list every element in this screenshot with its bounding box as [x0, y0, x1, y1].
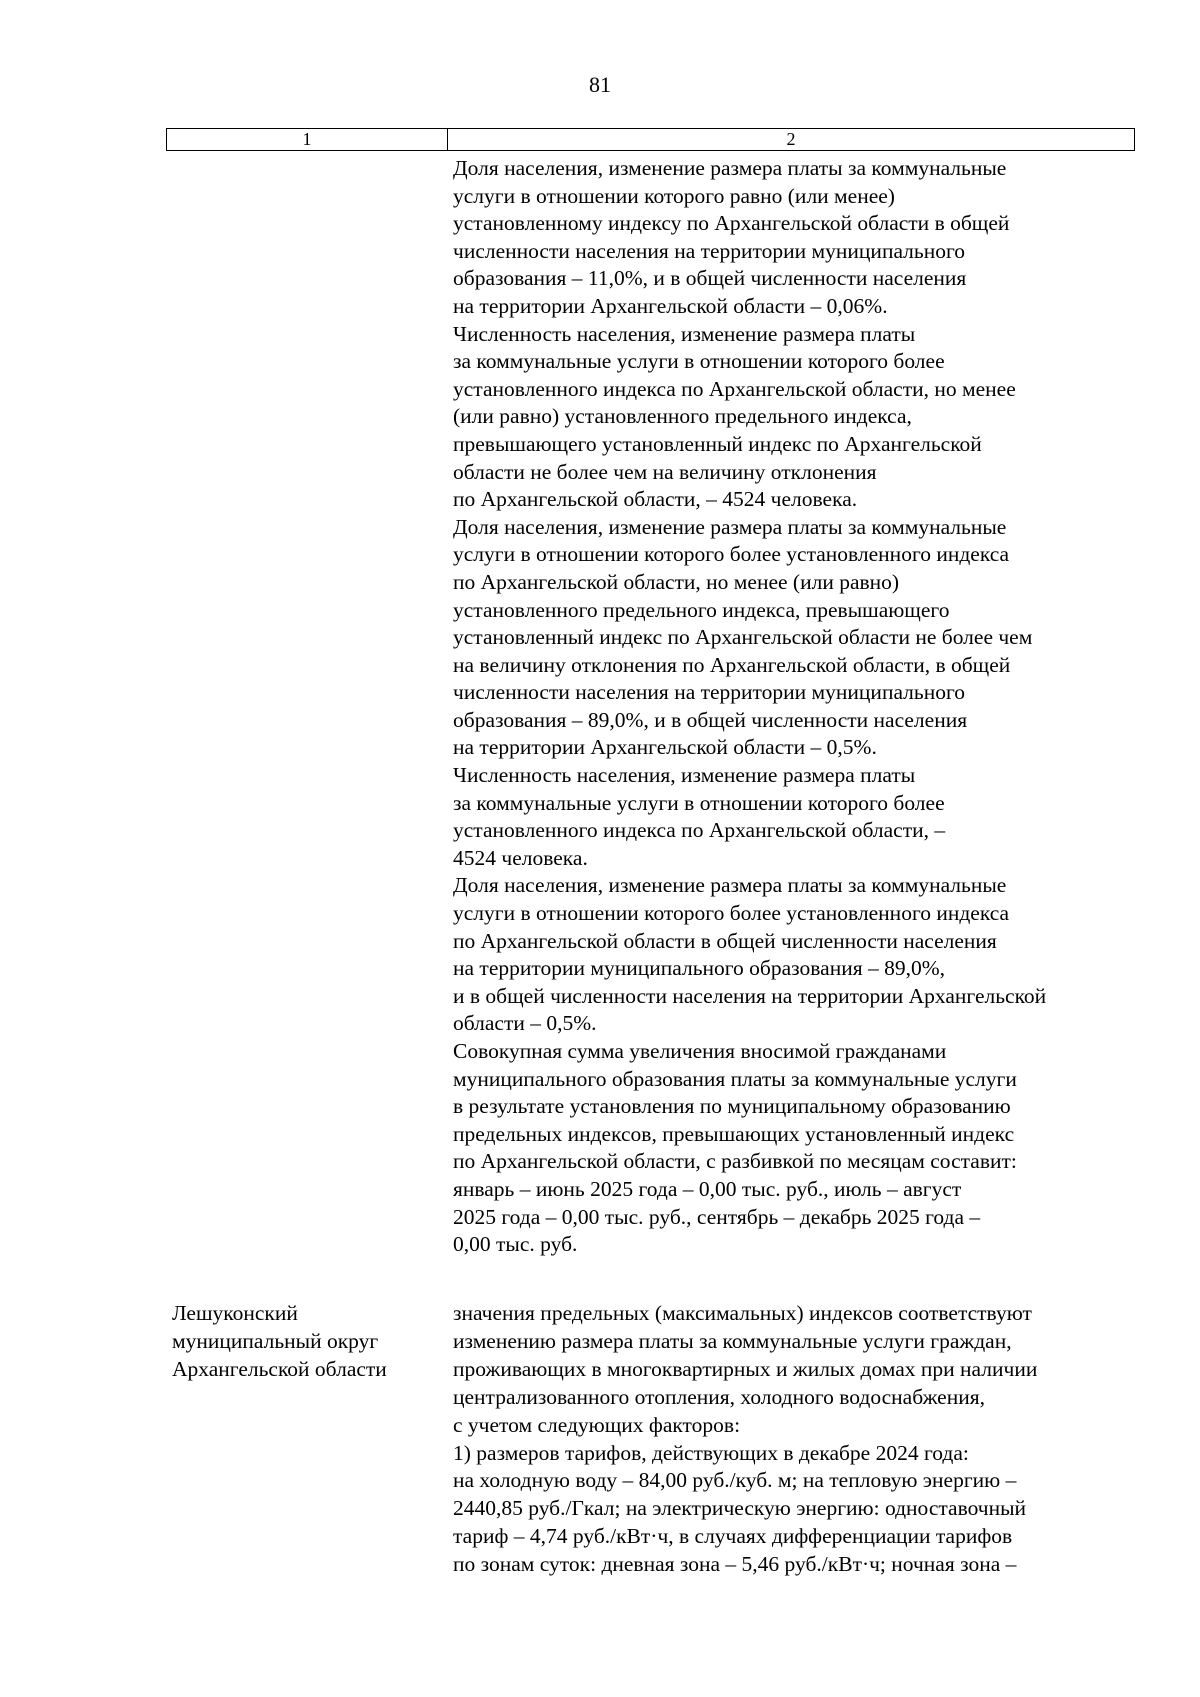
- description-text-line: области не более чем на величину отклонения: [453, 459, 877, 484]
- description-text-line: Доля населения, изменение размера платы за коммунальные: [453, 156, 1007, 180]
- description-text-line: и в общей численности населения на территории Архангельской: [453, 983, 1047, 1008]
- municipality-name-line: Архангельской области: [172, 1356, 387, 1381]
- description-text-line: Численность населения, изменение размера платы: [453, 763, 916, 788]
- description-text-line: на территории Архангельской области – 0,5%.: [453, 735, 877, 760]
- description-text-line: 1) размеров тарифов, действующих в декабре 2024 года:: [453, 1440, 969, 1465]
- description-text-line: по Архангельской области, с разбивкой по месяцам составит:: [453, 1149, 1017, 1174]
- description-text-line: значения предельных (максимальных) индексов соответствуют: [453, 1301, 1032, 1325]
- table-header-row: [166, 128, 1135, 151]
- page-number: 81: [589, 72, 611, 97]
- table-header-col-2: 2: [786, 129, 796, 149]
- municipality-name-line: муниципальный округ: [172, 1328, 379, 1353]
- description-text-line: установленному индексу по Архангельской области в общей: [453, 211, 1010, 236]
- table-row: [166, 1300, 1135, 1579]
- description-text-line: тариф – 4,74 руб./кВт·ч, в случаях дифференциации тарифов: [453, 1524, 1013, 1549]
- description-text-line: 0,00 тыс. руб.: [453, 1232, 578, 1257]
- description-text-line: Доля населения, изменение размера платы за коммунальные: [453, 514, 1007, 539]
- description-text-line: проживающих в многоквартирных и жилых домах при наличии: [453, 1356, 1038, 1381]
- description-text-line: изменению размера платы за коммунальные услуги граждан,: [453, 1328, 1012, 1353]
- description-text-line: образования – 11,0%, и в общей численности населения: [453, 266, 967, 291]
- description-text-line: по зонам суток: дневная зона – 5,46 руб./кВт·ч; ночная зона –: [453, 1552, 1017, 1577]
- description-text-line: по Архангельской области, но менее (или равно): [453, 569, 900, 594]
- description-text-line: (или равно) установленного предельного индекса,: [453, 404, 912, 429]
- description-text-line: в результате установления по муниципальному образованию: [453, 1094, 1011, 1119]
- description-text-line: по Архангельской области в общей численности населения: [453, 928, 997, 953]
- row-description-cell: [166, 155, 1135, 1259]
- description-text-line: установленного предельного индекса, превышающего: [453, 597, 950, 622]
- description-text-line: установленного индекса по Архангельской области, но менее: [453, 376, 1016, 401]
- description-text-line: численности населения на территории муниципального: [453, 238, 966, 263]
- description-text-line: услуги в отношении которого более установленного индекса: [453, 542, 1010, 567]
- description-text-line: образования – 89,0%, и в общей численности населения: [453, 707, 968, 732]
- description-text-line: предельных индексов, превышающих установленный индекс: [453, 1121, 1015, 1146]
- description-text-line: на величину отклонения по Архангельской области, в общей: [453, 652, 1011, 677]
- description-text-line: Численность населения, изменение размера платы: [453, 321, 916, 346]
- description-text-line: на холодную воду – 84,00 руб./куб. м; на тепловую энергию –: [453, 1468, 1017, 1493]
- description-text-line: муниципального образования платы за коммунальные услуги: [453, 1066, 1017, 1091]
- description-text-line: 2440,85 руб./Гкал; на электрическую энергию: одноставочный: [453, 1496, 1027, 1521]
- table-header-col-1: 1: [167, 129, 448, 150]
- description-text-line: 2025 года – 0,00 тыс. руб., сентябрь – декабрь 2025 года –: [453, 1204, 981, 1229]
- description-text-line: 4524 человека.: [453, 845, 588, 870]
- description-text-line: области – 0,5%.: [453, 1011, 597, 1036]
- description-text-line: централизованного отопления, холодного водоснабжения,: [453, 1384, 985, 1409]
- description-text-line: за коммунальные услуги в отношении которого более: [453, 349, 945, 374]
- description-text-line: Совокупная сумма увеличения вносимой гражданами: [453, 1039, 947, 1063]
- description-text-line: по Архангельской области, – 4524 человека.: [453, 487, 858, 512]
- description-text-line: численности населения на территории муниципального: [453, 680, 966, 705]
- description-text-line: установленный индекс по Архангельской области не более чем: [453, 625, 1033, 650]
- table-row: [166, 155, 1135, 1259]
- description-text-line: на территории муниципального образования – 89,0%,: [453, 956, 946, 981]
- description-text-line: январь – июнь 2025 года – 0,00 тыс. руб., июль – август: [453, 1176, 962, 1201]
- municipality-name-line: Лешуконский: [172, 1301, 298, 1325]
- description-text-line: на территории Архангельской области – 0,06%.: [453, 293, 888, 318]
- description-text-line: Доля населения, изменение размера платы за коммунальные: [453, 873, 1007, 898]
- description-text-line: с учетом следующих факторов:: [453, 1412, 741, 1437]
- row-description-cell: [166, 1300, 1135, 1579]
- description-text-line: за коммунальные услуги в отношении которого более: [453, 790, 945, 815]
- description-text-line: установленного индекса по Архангельской области, –: [453, 818, 946, 843]
- description-text-line: услуги в отношении которого более установленного индекса: [453, 901, 1010, 926]
- description-text-line: услуги в отношении которого равно (или менее): [453, 183, 895, 208]
- description-text-line: превышающего установленный индекс по Архангельской: [453, 431, 982, 456]
